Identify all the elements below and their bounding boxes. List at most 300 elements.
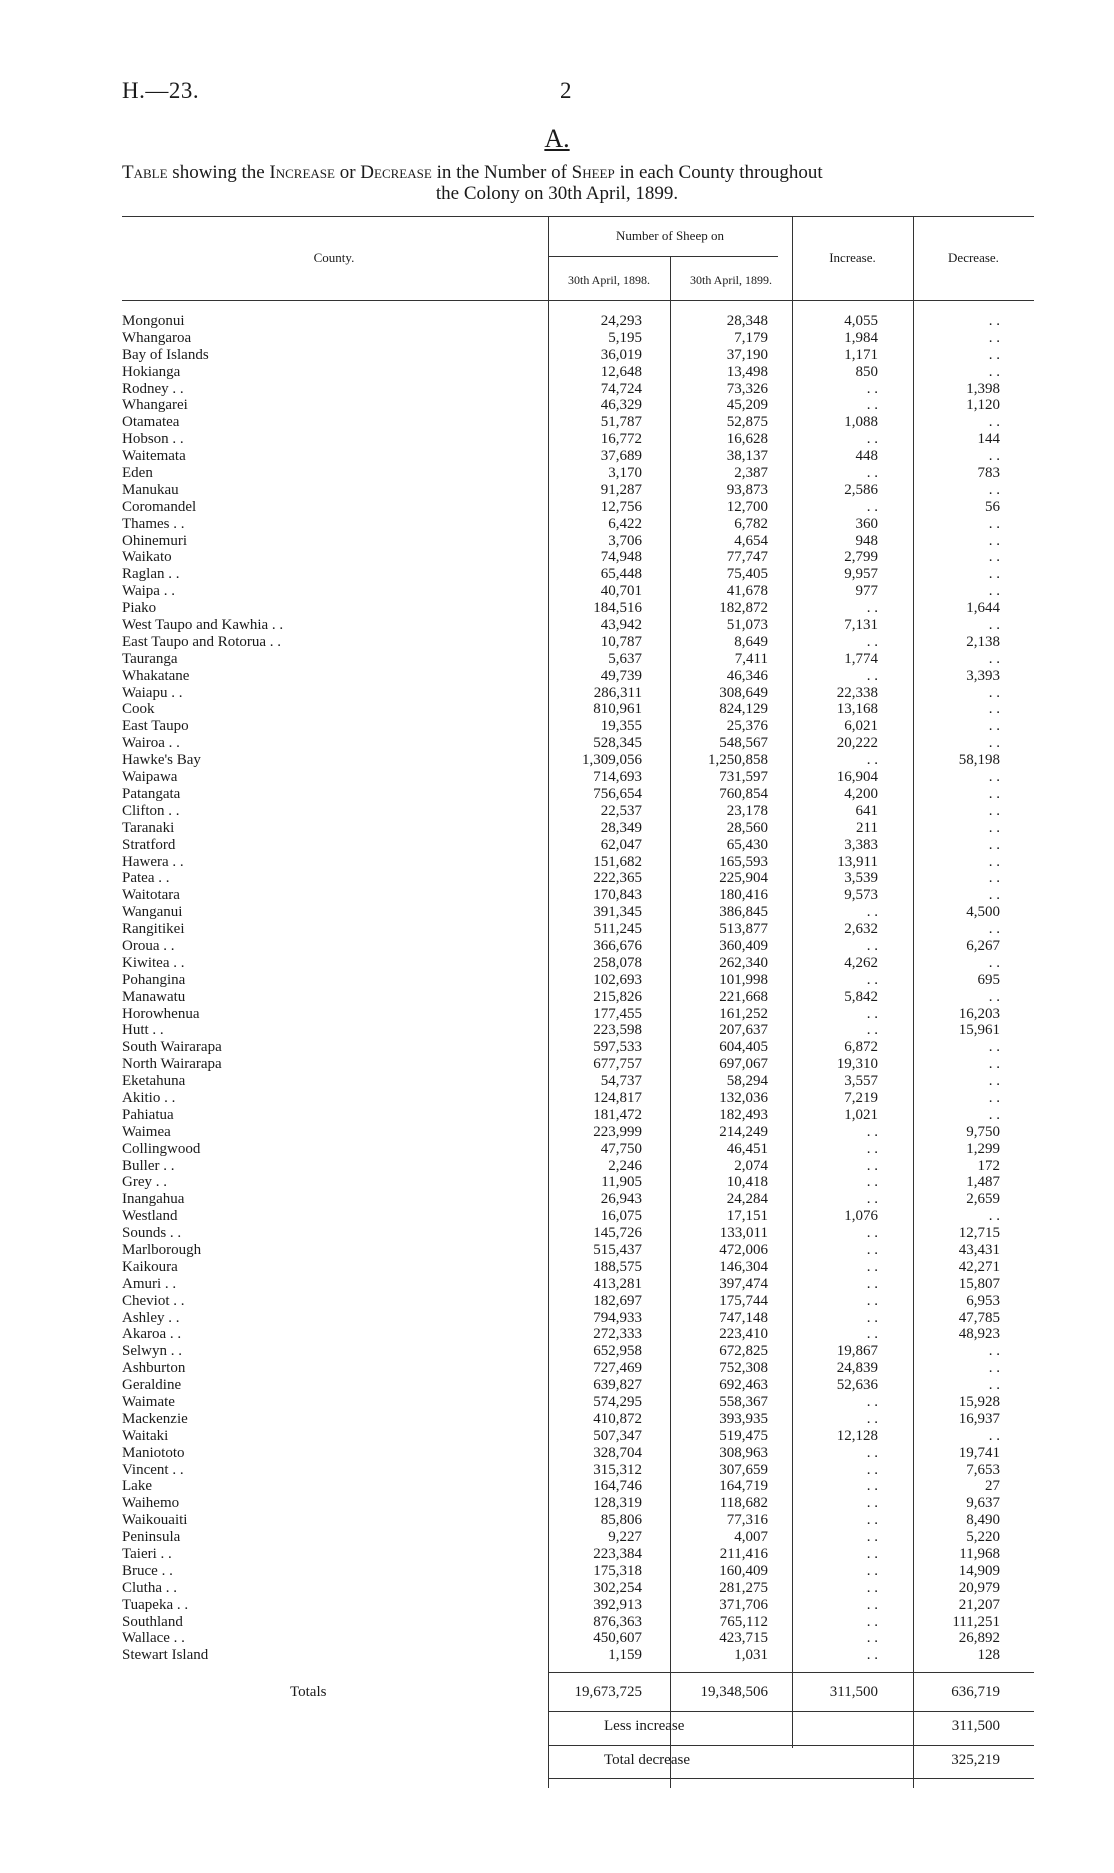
increase-value: 3,557	[844, 1073, 878, 1090]
sheep-1898: 677,757	[593, 1056, 642, 1073]
sheep-1898: 36,019	[600, 346, 642, 363]
table-row	[0, 1445, 1114, 1462]
increase-value: 1,076	[844, 1208, 878, 1225]
sheep-1898: 181,472	[593, 1106, 642, 1123]
decrease-value: . .	[988, 785, 1000, 802]
county-name: Inangahua	[122, 1191, 185, 1208]
sheep-1898: 102,693	[593, 971, 642, 988]
increase-value: 4,262	[844, 954, 878, 971]
decrease-value: 128	[977, 1647, 1000, 1664]
total-decrease-value: 325,219	[951, 1752, 1000, 1768]
increase-value: 4,200	[844, 785, 878, 802]
sheep-1898: 528,345	[593, 735, 642, 752]
sheep-1898: 597,533	[593, 1039, 642, 1056]
decrease-value: . .	[988, 1360, 1000, 1377]
decrease-value: 16,203	[958, 1005, 1000, 1022]
increase-value: 22,338	[836, 684, 878, 701]
table-row	[0, 1242, 1114, 1259]
sheep-1898: 177,455	[593, 1005, 642, 1022]
sheep-1898: 639,827	[593, 1377, 642, 1394]
county-name: Wallace . .	[122, 1630, 185, 1647]
table-row	[0, 499, 1114, 516]
decrease-value: . .	[988, 735, 1000, 752]
sheep-1898: 1,309,056	[582, 752, 642, 769]
sheep-1898: 5,637	[608, 650, 642, 667]
table-row	[0, 1512, 1114, 1529]
decrease-value: . .	[988, 1056, 1000, 1073]
table-row	[0, 718, 1114, 735]
decrease-value: 16,937	[958, 1410, 1000, 1427]
county-name: Amuri . .	[122, 1275, 177, 1292]
table-row	[0, 1310, 1114, 1327]
county-name: Whangarei	[122, 397, 188, 414]
decrease-value: 21,207	[958, 1596, 1000, 1613]
increase-value: . .	[866, 1495, 878, 1512]
sheep-1898: 652,958	[593, 1343, 642, 1360]
table-title	[122, 162, 823, 184]
sheep-1898: 43,942	[600, 617, 642, 634]
sheep-1898: 810,961	[593, 701, 642, 718]
sheep-1898: 16,075	[600, 1208, 642, 1225]
sheep-1899: 221,668	[719, 988, 768, 1005]
county-name: East Taupo	[122, 718, 189, 735]
table-row	[0, 1326, 1114, 1343]
decrease-value: . .	[988, 566, 1000, 583]
table-row	[0, 381, 1114, 398]
sheep-1899: 6,782	[734, 515, 768, 532]
increase-value: 448	[855, 448, 878, 465]
decrease-value: 14,909	[958, 1562, 1000, 1579]
county-name: Hobson . .	[122, 431, 184, 448]
totals-label: Totals	[290, 1684, 327, 1700]
sheep-1899: 132,036	[719, 1089, 768, 1106]
sheep-1898: 188,575	[593, 1258, 642, 1275]
increase-value: 7,131	[844, 617, 878, 634]
sheep-1898: 40,701	[600, 583, 642, 600]
increase-value: 13,168	[836, 701, 878, 718]
county-name: Geraldine	[122, 1377, 182, 1394]
county-name: Bruce . .	[122, 1562, 173, 1579]
totals-1898: 19,673,725	[574, 1684, 642, 1700]
decrease-value: 111,251	[952, 1613, 1000, 1630]
decrease-value: . .	[988, 1343, 1000, 1360]
increase-value: . .	[866, 633, 878, 650]
sheep-1899: 165,593	[719, 853, 768, 870]
table-title-line-2: the Colony on 30th April, 1899.	[435, 183, 679, 204]
county-name: Southland	[122, 1613, 183, 1630]
sheep-1898: 515,437	[593, 1241, 642, 1258]
county-name: Mackenzie	[122, 1410, 188, 1427]
increase-value: 12,128	[836, 1427, 878, 1444]
sheep-1899: 73,326	[726, 380, 768, 397]
decrease-value: 48,923	[958, 1326, 1000, 1343]
increase-value: . .	[866, 1647, 878, 1664]
decrease-value: 1,120	[966, 397, 1000, 414]
increase-value: . .	[866, 465, 878, 482]
sheep-1898: 794,933	[593, 1309, 642, 1326]
county-name: Cheviot . .	[122, 1292, 185, 1309]
decrease-value: . .	[988, 1377, 1000, 1394]
county-name: Patea . .	[122, 870, 170, 887]
decrease-value: . .	[988, 346, 1000, 363]
county-name: North Wairarapa	[122, 1056, 222, 1073]
county-name: Waipawa	[122, 769, 178, 786]
sheep-1898: 714,693	[593, 769, 642, 786]
sheep-1899: 77,316	[726, 1512, 768, 1529]
sheep-1899: 2,074	[734, 1157, 768, 1174]
table-row	[0, 1276, 1114, 1293]
sheep-1898: 12,756	[600, 498, 642, 515]
sheep-1899: 760,854	[719, 785, 768, 802]
sheep-1899: 101,998	[719, 971, 768, 988]
county-name: Hutt . .	[122, 1022, 164, 1039]
table-row	[0, 1462, 1114, 1479]
increase-value: . .	[866, 1005, 878, 1022]
increase-value: 16,904	[836, 769, 878, 786]
column-header-decrease: Decrease.	[948, 250, 999, 265]
sheep-1898: 85,806	[600, 1512, 642, 1529]
decrease-value: 43,431	[958, 1241, 1000, 1258]
increase-value: . .	[866, 1140, 878, 1157]
increase-value: 24,839	[836, 1360, 878, 1377]
sheep-1898: 74,948	[600, 549, 642, 566]
sheep-1898: 22,537	[600, 802, 642, 819]
decrease-value: . .	[988, 853, 1000, 870]
sheep-1898: 6,422	[608, 515, 642, 532]
increase-value: . .	[866, 1461, 878, 1478]
table-row	[0, 904, 1114, 921]
increase-value: . .	[866, 1225, 878, 1242]
decrease-value: . .	[988, 363, 1000, 380]
table-row	[0, 1563, 1114, 1580]
sheep-1899: 24,284	[726, 1191, 768, 1208]
table-row	[0, 397, 1114, 414]
increase-value: . .	[866, 1529, 878, 1546]
decrease-value: 20,979	[958, 1579, 1000, 1596]
header-top-rule	[122, 216, 1034, 217]
decrease-value: 15,807	[958, 1275, 1000, 1292]
decrease-value: . .	[988, 617, 1000, 634]
increase-value: . .	[866, 1241, 878, 1258]
table-row	[0, 1141, 1114, 1158]
sheep-1899: 824,129	[719, 701, 768, 718]
increase-value: 6,872	[844, 1039, 878, 1056]
decrease-value: . .	[988, 870, 1000, 887]
increase-value: 3,539	[844, 870, 878, 887]
totals-1899: 19,348,506	[700, 1684, 768, 1700]
sheep-1899: 65,430	[726, 836, 768, 853]
increase-value: . .	[866, 752, 878, 769]
county-name: Piako	[122, 600, 157, 617]
decrease-value: . .	[988, 414, 1000, 431]
sheep-1899: 692,463	[719, 1377, 768, 1394]
increase-value: 52,636	[836, 1377, 878, 1394]
table-row	[0, 820, 1114, 837]
decrease-value: . .	[988, 802, 1000, 819]
title-word: Increase	[269, 162, 335, 183]
sheep-1898: 175,318	[593, 1562, 642, 1579]
county-name: Waitemata	[122, 448, 186, 465]
county-name: Horowhenua	[122, 1005, 200, 1022]
increase-value: . .	[866, 1596, 878, 1613]
table-row	[0, 482, 1114, 499]
table-row	[0, 1546, 1114, 1563]
decrease-value: 172	[977, 1157, 1000, 1174]
county-name: Tuapeka . .	[122, 1596, 189, 1613]
decrease-value: . .	[988, 1208, 1000, 1225]
table-row	[0, 313, 1114, 330]
sheep-1899: 25,376	[726, 718, 768, 735]
sheep-1899: 10,418	[726, 1174, 768, 1191]
decrease-value: 6,267	[966, 937, 1000, 954]
county-name: Whangaroa	[122, 329, 192, 346]
sheep-1898: 756,654	[593, 785, 642, 802]
increase-value: . .	[866, 1562, 878, 1579]
decrease-value: 7,653	[966, 1461, 1000, 1478]
decrease-value: . .	[988, 988, 1000, 1005]
table-row	[0, 938, 1114, 955]
decrease-value: 1,398	[966, 380, 1000, 397]
county-name: Bay of Islands	[122, 346, 209, 363]
table-row	[0, 465, 1114, 482]
table-row	[0, 668, 1114, 685]
increase-value: 1,984	[844, 329, 878, 346]
table-row	[0, 854, 1114, 871]
sheep-1899: 207,637	[719, 1022, 768, 1039]
sheep-1899: 519,475	[719, 1427, 768, 1444]
increase-value: 19,867	[836, 1343, 878, 1360]
less-increase-value: 311,500	[951, 1718, 1000, 1734]
increase-value: . .	[866, 1123, 878, 1140]
county-name: Akaroa . .	[122, 1326, 182, 1343]
sheep-1898: 450,607	[593, 1630, 642, 1647]
county-name: Waipa . .	[122, 583, 175, 600]
sheep-1899: 146,304	[719, 1258, 768, 1275]
table-row	[0, 701, 1114, 718]
sheep-1899: 17,151	[726, 1208, 768, 1225]
table-row	[0, 735, 1114, 752]
header-mid-rule	[548, 256, 778, 257]
table-row	[0, 1647, 1114, 1664]
sheep-1899: 752,308	[719, 1360, 768, 1377]
increase-value: 977	[855, 583, 878, 600]
table-row	[0, 566, 1114, 583]
sheep-1899: 23,178	[726, 802, 768, 819]
county-name: Selwyn . .	[122, 1343, 182, 1360]
sheep-1899: 697,067	[719, 1056, 768, 1073]
sheep-1899: 214,249	[719, 1123, 768, 1140]
table-row	[0, 972, 1114, 989]
sheep-1898: 37,689	[600, 448, 642, 465]
table-row	[0, 549, 1114, 566]
decrease-value: . .	[988, 887, 1000, 904]
county-name: Waikouaiti	[122, 1512, 188, 1529]
sheep-1899: 4,007	[734, 1529, 768, 1546]
decrease-value: . .	[988, 819, 1000, 836]
sheep-1899: 182,493	[719, 1106, 768, 1123]
table-row	[0, 1597, 1114, 1614]
sheep-1899: 1,031	[734, 1647, 768, 1664]
decrease-value: . .	[988, 481, 1000, 498]
county-name: Pohangina	[122, 971, 186, 988]
sheep-1899: 75,405	[726, 566, 768, 583]
decrease-value: . .	[988, 836, 1000, 853]
county-name: West Taupo and Kawhia . .	[122, 617, 284, 634]
table-row	[0, 1073, 1114, 1090]
table-row	[0, 330, 1114, 347]
table-row	[0, 1158, 1114, 1175]
county-name: Stratford	[122, 836, 176, 853]
decrease-value: . .	[988, 583, 1000, 600]
document-reference: H.—23.	[122, 78, 200, 103]
sheep-1899: 731,597	[719, 769, 768, 786]
header-bottom-rule	[122, 300, 1034, 301]
sheep-1898: 10,787	[600, 633, 642, 650]
sheep-1898: 507,347	[593, 1427, 642, 1444]
table-row	[0, 1022, 1114, 1039]
sheep-1898: 74,724	[600, 380, 642, 397]
totals-rule	[548, 1711, 1034, 1712]
sheep-1899: 307,659	[719, 1461, 768, 1478]
decrease-value: 42,271	[958, 1258, 1000, 1275]
sheep-1898: 302,254	[593, 1579, 642, 1596]
table-row	[0, 837, 1114, 854]
sheep-1899: 423,715	[719, 1630, 768, 1647]
county-name: Sounds . .	[122, 1225, 182, 1242]
decrease-value: . .	[988, 769, 1000, 786]
table-row	[0, 1208, 1114, 1225]
table-letter: A.	[544, 124, 570, 153]
decrease-value: 1,487	[966, 1174, 1000, 1191]
sheep-1898: 727,469	[593, 1360, 642, 1377]
increase-value: . .	[866, 600, 878, 617]
sheep-1899: 386,845	[719, 904, 768, 921]
sheep-1899: 8,649	[734, 633, 768, 650]
county-name: Buller . .	[122, 1157, 175, 1174]
decrease-value: . .	[988, 718, 1000, 735]
increase-value: . .	[866, 971, 878, 988]
sheep-1899: 28,348	[726, 313, 768, 329]
increase-value: 9,957	[844, 566, 878, 583]
county-name: Westland	[122, 1208, 178, 1225]
county-name: Clutha . .	[122, 1579, 177, 1596]
table-row	[0, 583, 1114, 600]
decrease-value: 15,961	[958, 1022, 1000, 1039]
title-text: or	[334, 162, 361, 183]
county-name: Otamatea	[122, 414, 180, 431]
increase-value: 19,310	[836, 1056, 878, 1073]
county-name: Waitotara	[122, 887, 180, 904]
sheep-1898: 24,293	[600, 313, 642, 329]
sheep-1899: 41,678	[726, 583, 768, 600]
sheep-1899: 2,387	[734, 465, 768, 482]
table-row	[0, 1225, 1114, 1242]
sheep-1899: 371,706	[719, 1596, 768, 1613]
column-header-1899: 30th April, 1899.	[689, 273, 772, 287]
sheep-1899: 12,700	[726, 498, 768, 515]
table-row	[0, 1006, 1114, 1023]
county-name: Waitaki	[122, 1427, 169, 1444]
decrease-value: . .	[988, 329, 1000, 346]
sheep-1898: 62,047	[600, 836, 642, 853]
increase-value: . .	[866, 431, 878, 448]
decrease-value: 8,490	[966, 1512, 1000, 1529]
increase-value: 5,842	[844, 988, 878, 1005]
table-row	[0, 1191, 1114, 1208]
table-row	[0, 1614, 1114, 1631]
county-name: Clifton . .	[122, 802, 180, 819]
sheep-1899: 182,872	[719, 600, 768, 617]
county-name: Ashburton	[122, 1360, 186, 1377]
increase-value: 9,573	[844, 887, 878, 904]
county-name: Waimea	[122, 1123, 171, 1140]
sheep-1899: 225,904	[719, 870, 768, 887]
sheep-1898: 124,817	[593, 1089, 642, 1106]
increase-value: . .	[866, 1326, 878, 1343]
table-row	[0, 1411, 1114, 1428]
sheep-1899: 160,409	[719, 1562, 768, 1579]
county-name: Peninsula	[122, 1529, 181, 1546]
table-row	[0, 600, 1114, 617]
sheep-1898: 65,448	[600, 566, 642, 583]
sheep-1899: 308,649	[719, 684, 768, 701]
increase-value: . .	[866, 1258, 878, 1275]
sheep-1899: 164,719	[719, 1478, 768, 1495]
sheep-1899: 604,405	[719, 1039, 768, 1056]
decrease-value: . .	[988, 549, 1000, 566]
sheep-1898: 26,943	[600, 1191, 642, 1208]
sheep-1899: 360,409	[719, 937, 768, 954]
decrease-value: 9,637	[966, 1495, 1000, 1512]
increase-value: . .	[866, 1410, 878, 1427]
sheep-1898: 49,739	[600, 667, 642, 684]
decrease-value: . .	[988, 684, 1000, 701]
sheep-1899: 38,137	[726, 448, 768, 465]
table-row	[0, 1495, 1114, 1512]
table-row	[0, 989, 1114, 1006]
sheep-1898: 315,312	[593, 1461, 642, 1478]
decrease-value: 1,299	[966, 1140, 1000, 1157]
sheep-1898: 328,704	[593, 1444, 642, 1461]
sheep-1899: 46,451	[726, 1140, 768, 1157]
table-row	[0, 786, 1114, 803]
title-word: Sheep	[571, 162, 615, 183]
table-row	[0, 431, 1114, 448]
title-text: in each County throughout	[614, 162, 823, 183]
increase-value: 3,383	[844, 836, 878, 853]
increase-value: 211	[856, 819, 878, 836]
increase-value: 7,219	[844, 1089, 878, 1106]
increase-value: 4,055	[844, 313, 878, 329]
county-name: Raglan . .	[122, 566, 180, 583]
sheep-1899: 13,498	[726, 363, 768, 380]
page-number: 2	[560, 78, 572, 103]
totals-decrease: 636,719	[951, 1684, 1000, 1700]
county-name: East Taupo and Rotorua . .	[122, 633, 282, 650]
sheep-1898: 16,772	[600, 431, 642, 448]
sheep-1898: 170,843	[593, 887, 642, 904]
county-name: Akitio . .	[122, 1089, 176, 1106]
increase-value: . .	[866, 1292, 878, 1309]
sheep-1899: 1,250,858	[708, 752, 768, 769]
increase-value: 1,088	[844, 414, 878, 431]
sheep-1898: 128,319	[593, 1495, 642, 1512]
decrease-value: . .	[988, 448, 1000, 465]
totals-rule	[548, 1745, 1034, 1746]
increase-value: 6,021	[844, 718, 878, 735]
decrease-value: . .	[988, 921, 1000, 938]
county-name: Coromandel	[122, 498, 197, 515]
